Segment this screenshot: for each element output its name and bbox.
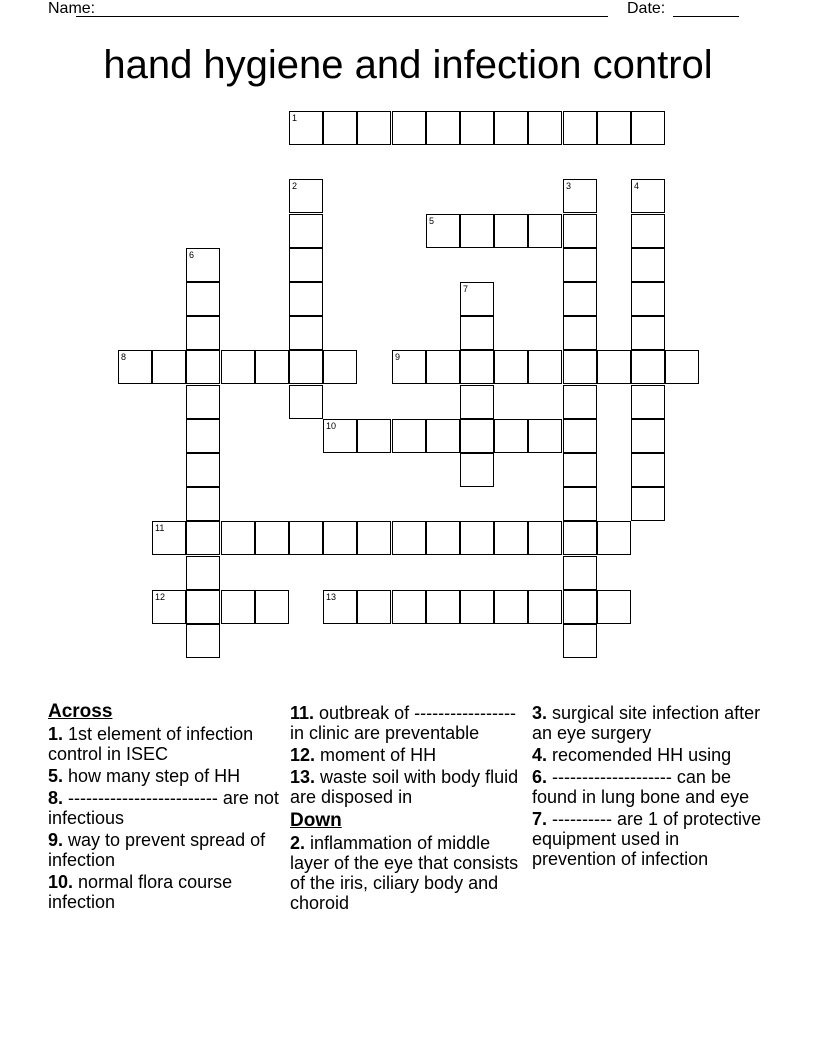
clue-number: 8	[121, 352, 127, 362]
grid-cell[interactable]	[528, 419, 562, 453]
grid-cell[interactable]	[494, 350, 528, 384]
clue-number: 7	[463, 284, 469, 294]
grid-cell[interactable]	[460, 385, 494, 419]
grid-cell[interactable]	[392, 419, 426, 453]
clue-across-13: 13. waste soil with body fluid are disposed in	[290, 767, 519, 807]
grid-cell[interactable]	[357, 111, 391, 145]
grid-cell[interactable]	[460, 111, 494, 145]
grid-cell[interactable]	[323, 419, 357, 453]
grid-cell[interactable]	[186, 521, 220, 555]
grid-cell[interactable]	[289, 316, 323, 350]
grid-cell[interactable]	[357, 419, 391, 453]
grid-cell[interactable]	[186, 556, 220, 590]
grid-cell[interactable]	[186, 590, 220, 624]
grid-cell[interactable]	[528, 521, 562, 555]
grid-cell[interactable]	[597, 111, 631, 145]
clue-down-6: 6. -------------------- can be found in lung bone and eye	[532, 767, 750, 807]
grid-cell[interactable]	[528, 214, 562, 248]
grid-cell[interactable]	[563, 179, 597, 213]
grid-cell[interactable]	[221, 350, 255, 384]
grid-cell[interactable]	[528, 111, 562, 145]
clue-across-11: 11. outbreak of ----------------- in clinic are preventable	[290, 703, 517, 743]
clue-number: 11	[155, 523, 165, 533]
clue-across-8: 8. ------------------------- are not infectious	[48, 788, 279, 828]
grid-cell[interactable]	[426, 419, 460, 453]
clue-across-10: 10. normal flora course infection	[48, 872, 233, 912]
grid-cell[interactable]	[563, 590, 597, 624]
clue-column-1	[48, 700, 284, 914]
grid-cell[interactable]	[255, 590, 289, 624]
grid-cell[interactable]	[186, 316, 220, 350]
grid-cell[interactable]	[289, 111, 323, 145]
grid-cell[interactable]	[323, 111, 357, 145]
grid-cell[interactable]	[186, 282, 220, 316]
grid-cell[interactable]	[186, 487, 220, 521]
grid-cell[interactable]	[392, 521, 426, 555]
grid-cell[interactable]	[221, 521, 255, 555]
grid-cell[interactable]	[118, 350, 152, 384]
grid-cell[interactable]	[460, 419, 494, 453]
grid-cell[interactable]	[563, 350, 597, 384]
clue-column-2	[290, 700, 526, 915]
grid-cell[interactable]	[426, 350, 460, 384]
grid-cell[interactable]	[323, 350, 357, 384]
clue-number: 4	[634, 181, 640, 191]
grid-cell[interactable]	[357, 521, 391, 555]
grid-cell[interactable]	[357, 590, 391, 624]
grid-cell[interactable]	[426, 214, 460, 248]
grid-cell[interactable]	[563, 624, 597, 658]
grid-cell[interactable]	[631, 419, 665, 453]
grid-cell[interactable]	[186, 248, 220, 282]
grid-cell[interactable]	[289, 179, 323, 213]
grid-cell[interactable]	[392, 111, 426, 145]
grid-cell[interactable]	[563, 214, 597, 248]
grid-cell[interactable]	[426, 111, 460, 145]
grid-cell[interactable]	[460, 590, 494, 624]
grid-cell[interactable]	[631, 316, 665, 350]
grid-cell[interactable]	[631, 179, 665, 213]
grid-cell[interactable]	[152, 521, 186, 555]
clue-number: 2	[292, 181, 298, 191]
grid-cell[interactable]	[289, 521, 323, 555]
grid-cell[interactable]	[563, 248, 597, 282]
grid-cell[interactable]	[323, 590, 357, 624]
clue-number: 13	[326, 592, 337, 602]
puzzle-title: hand hygiene and infection control	[103, 43, 713, 87]
grid-cell[interactable]	[255, 350, 289, 384]
grid-cell[interactable]	[528, 350, 562, 384]
clue-number: 5	[429, 216, 435, 226]
grid-cell[interactable]	[631, 248, 665, 282]
grid-cell[interactable]	[186, 453, 220, 487]
clue-down-7: 7. ---------- are 1 of protective equipment used in prevention of infection	[532, 809, 762, 869]
grid-cell[interactable]	[631, 214, 665, 248]
clue-column-3	[532, 700, 768, 871]
grid-cell[interactable]	[563, 521, 597, 555]
clue-down-4: 4. recomended HH using	[532, 745, 732, 765]
grid-cell[interactable]	[392, 590, 426, 624]
grid-cell[interactable]	[460, 214, 494, 248]
grid-cell[interactable]	[255, 521, 289, 555]
grid-cell[interactable]	[426, 590, 460, 624]
clue-number: 9	[395, 352, 401, 362]
grid-cell[interactable]	[631, 487, 665, 521]
clue-down-3: 3. surgical site infection after an eye surgery	[532, 703, 761, 743]
grid-cell[interactable]	[665, 350, 699, 384]
across-heading: Across	[48, 701, 113, 722]
grid-cell[interactable]	[289, 282, 323, 316]
grid-cell[interactable]	[186, 624, 220, 658]
clue-number: 12	[155, 592, 166, 602]
grid-cell[interactable]	[494, 214, 528, 248]
grid-cell[interactable]	[494, 111, 528, 145]
grid-cell[interactable]	[563, 282, 597, 316]
grid-cell[interactable]	[563, 556, 597, 590]
grid-cell[interactable]	[152, 590, 186, 624]
grid-cell[interactable]	[563, 487, 597, 521]
grid-cell[interactable]	[186, 385, 220, 419]
grid-cell[interactable]	[631, 282, 665, 316]
grid-cell[interactable]	[289, 350, 323, 384]
clue-across-5: 5. how many step of HH	[48, 766, 241, 786]
clue-across-12: 12. moment of HH	[290, 745, 437, 765]
grid-cell[interactable]	[152, 350, 186, 384]
clue-number: 10	[326, 421, 337, 431]
grid-cell[interactable]	[597, 590, 631, 624]
grid-cell[interactable]	[460, 453, 494, 487]
grid-cell[interactable]	[494, 521, 528, 555]
grid-cell[interactable]	[563, 419, 597, 453]
grid-cell[interactable]	[597, 521, 631, 555]
clue-across-1: 1. 1st element of infection control in ISEC	[48, 724, 254, 764]
grid-cell[interactable]	[631, 453, 665, 487]
grid-cell[interactable]	[460, 521, 494, 555]
clue-number: 6	[189, 250, 195, 260]
grid-cell[interactable]	[563, 453, 597, 487]
grid-cell[interactable]	[460, 350, 494, 384]
grid-cell[interactable]	[631, 385, 665, 419]
clue-across-9: 9. way to prevent spread of infection	[48, 830, 266, 870]
grid-cell[interactable]	[289, 248, 323, 282]
grid-cell[interactable]	[597, 350, 631, 384]
grid-cell[interactable]	[426, 521, 460, 555]
grid-cell[interactable]	[494, 419, 528, 453]
grid-cell[interactable]	[392, 350, 426, 384]
grid-cell[interactable]	[494, 590, 528, 624]
grid-cell[interactable]	[563, 111, 597, 145]
grid-cell[interactable]	[221, 590, 255, 624]
date-label: Date:	[627, 0, 666, 17]
grid-cell[interactable]	[289, 385, 323, 419]
grid-cell[interactable]	[631, 350, 665, 384]
grid-cell[interactable]	[563, 316, 597, 350]
grid-cell[interactable]	[460, 282, 494, 316]
grid-cell[interactable]	[186, 419, 220, 453]
clue-number: 1	[292, 113, 298, 123]
name-label: Name:	[48, 0, 96, 17]
grid-cell[interactable]	[186, 350, 220, 384]
grid-cell[interactable]	[289, 214, 323, 248]
clue-down-2: 2. inflammation of middle layer of the eye that consists of the iris, ciliary body and choroid	[290, 833, 519, 913]
down-heading: Down	[290, 810, 342, 831]
grid-cell[interactable]	[323, 521, 357, 555]
grid-cell[interactable]	[528, 590, 562, 624]
grid-cell[interactable]	[631, 111, 665, 145]
clue-number: 3	[566, 181, 572, 191]
grid-cell[interactable]	[563, 385, 597, 419]
grid-cell[interactable]	[460, 316, 494, 350]
